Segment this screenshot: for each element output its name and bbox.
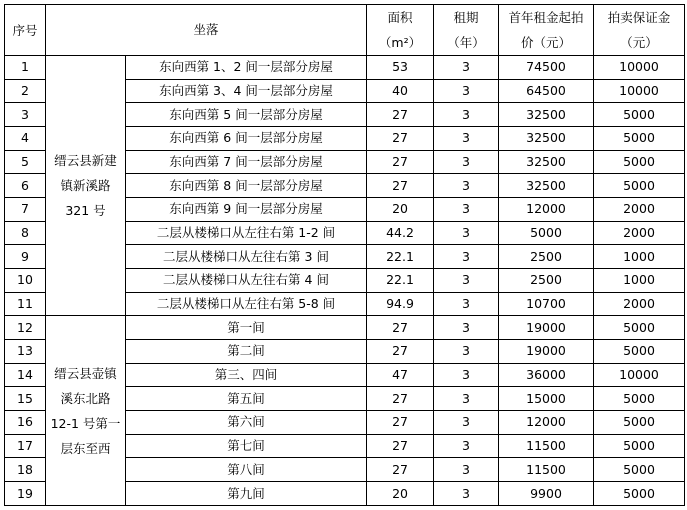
room-description-cell: 东向西第 1、2 间一层部分房屋 <box>126 56 367 80</box>
header-term: 租期（年） <box>434 5 499 56</box>
area-cell: 27 <box>367 458 434 482</box>
row-index-cell: 9 <box>5 245 46 269</box>
term-cell: 3 <box>434 198 499 222</box>
row-index-cell: 1 <box>5 56 46 80</box>
rent-cell: 12000 <box>499 411 594 435</box>
deposit-cell: 10000 <box>594 56 685 80</box>
deposit-cell: 2000 <box>594 221 685 245</box>
room-description-cell: 东向西第 6 间一层部分房屋 <box>126 127 367 151</box>
term-cell: 3 <box>434 150 499 174</box>
deposit-cell: 5000 <box>594 387 685 411</box>
row-index-cell: 18 <box>5 458 46 482</box>
term-cell: 3 <box>434 221 499 245</box>
rent-cell: 32500 <box>499 150 594 174</box>
area-cell: 53 <box>367 56 434 80</box>
row-index-cell: 19 <box>5 482 46 506</box>
deposit-cell: 1000 <box>594 245 685 269</box>
rent-cell: 64500 <box>499 79 594 103</box>
room-description-cell: 二层从楼梯口从左往右第 3 间 <box>126 245 367 269</box>
area-cell: 27 <box>367 411 434 435</box>
area-cell: 27 <box>367 387 434 411</box>
header-deposit: 拍卖保证金（元） <box>594 5 685 56</box>
lease-auction-table <box>4 4 685 506</box>
term-cell: 3 <box>434 127 499 151</box>
rent-cell: 19000 <box>499 340 594 364</box>
room-description-cell: 第一间 <box>126 316 367 340</box>
row-index-cell: 7 <box>5 198 46 222</box>
deposit-cell: 5000 <box>594 340 685 364</box>
room-description-cell: 第九间 <box>126 482 367 506</box>
term-cell: 3 <box>434 174 499 198</box>
row-index-cell: 4 <box>5 127 46 151</box>
area-cell: 27 <box>367 340 434 364</box>
rent-cell: 19000 <box>499 316 594 340</box>
row-index-cell: 5 <box>5 150 46 174</box>
term-cell: 3 <box>434 316 499 340</box>
header-location: 坐落 <box>46 5 367 56</box>
row-index-cell: 11 <box>5 292 46 316</box>
deposit-cell: 5000 <box>594 482 685 506</box>
area-cell: 22.1 <box>367 269 434 293</box>
row-index-cell: 3 <box>5 103 46 127</box>
table-body <box>5 56 685 506</box>
header-index: 序号 <box>5 5 46 56</box>
rent-cell: 2500 <box>499 269 594 293</box>
rent-cell: 11500 <box>499 458 594 482</box>
term-cell: 3 <box>434 340 499 364</box>
term-cell: 3 <box>434 245 499 269</box>
room-description-cell: 东向西第 5 间一层部分房屋 <box>126 103 367 127</box>
deposit-cell: 5000 <box>594 103 685 127</box>
rent-cell: 36000 <box>499 363 594 387</box>
table-row <box>5 56 685 80</box>
room-description-cell: 第五间 <box>126 387 367 411</box>
header-rent: 首年租金起拍价（元） <box>499 5 594 56</box>
deposit-cell: 10000 <box>594 79 685 103</box>
deposit-cell: 1000 <box>594 269 685 293</box>
rent-cell: 32500 <box>499 174 594 198</box>
area-cell: 27 <box>367 434 434 458</box>
area-cell: 27 <box>367 127 434 151</box>
area-cell: 40 <box>367 79 434 103</box>
area-cell: 47 <box>367 363 434 387</box>
area-cell: 27 <box>367 316 434 340</box>
rent-cell: 10700 <box>499 292 594 316</box>
term-cell: 3 <box>434 434 499 458</box>
table-row <box>5 316 685 340</box>
deposit-cell: 5000 <box>594 458 685 482</box>
area-cell: 20 <box>367 482 434 506</box>
area-cell: 44.2 <box>367 221 434 245</box>
row-index-cell: 10 <box>5 269 46 293</box>
row-index-cell: 17 <box>5 434 46 458</box>
rent-cell: 2500 <box>499 245 594 269</box>
rent-cell: 32500 <box>499 103 594 127</box>
area-cell: 20 <box>367 198 434 222</box>
room-description-cell: 二层从楼梯口从左往右第 5-8 间 <box>126 292 367 316</box>
deposit-cell: 5000 <box>594 127 685 151</box>
room-description-cell: 第八间 <box>126 458 367 482</box>
deposit-cell: 5000 <box>594 174 685 198</box>
area-cell: 94.9 <box>367 292 434 316</box>
term-cell: 3 <box>434 269 499 293</box>
room-description-cell: 第七间 <box>126 434 367 458</box>
room-description-cell: 第二间 <box>126 340 367 364</box>
row-index-cell: 14 <box>5 363 46 387</box>
room-description-cell: 二层从楼梯口从左往右第 4 间 <box>126 269 367 293</box>
deposit-cell: 10000 <box>594 363 685 387</box>
deposit-cell: 5000 <box>594 150 685 174</box>
rent-cell: 9900 <box>499 482 594 506</box>
term-cell: 3 <box>434 458 499 482</box>
row-index-cell: 6 <box>5 174 46 198</box>
rent-cell: 15000 <box>499 387 594 411</box>
table-header-row <box>5 5 685 56</box>
term-cell: 3 <box>434 79 499 103</box>
area-cell: 27 <box>367 103 434 127</box>
area-cell: 22.1 <box>367 245 434 269</box>
deposit-cell: 5000 <box>594 434 685 458</box>
location-address-cell: 缙云县新建镇新溪路 321 号 <box>46 56 126 316</box>
room-description-cell: 二层从楼梯口从左往右第 1-2 间 <box>126 221 367 245</box>
deposit-cell: 5000 <box>594 316 685 340</box>
area-cell: 27 <box>367 174 434 198</box>
term-cell: 3 <box>434 56 499 80</box>
term-cell: 3 <box>434 387 499 411</box>
rent-cell: 5000 <box>499 221 594 245</box>
room-description-cell: 第六间 <box>126 411 367 435</box>
room-description-cell: 东向西第 9 间一层部分房屋 <box>126 198 367 222</box>
row-index-cell: 15 <box>5 387 46 411</box>
room-description-cell: 东向西第 8 间一层部分房屋 <box>126 174 367 198</box>
room-description-cell: 第三、四间 <box>126 363 367 387</box>
term-cell: 3 <box>434 363 499 387</box>
location-address-cell: 缙云县壶镇溪东北路 12-1 号第一层东至西 <box>46 316 126 506</box>
area-cell: 27 <box>367 150 434 174</box>
row-index-cell: 16 <box>5 411 46 435</box>
row-index-cell: 12 <box>5 316 46 340</box>
term-cell: 3 <box>434 482 499 506</box>
row-index-cell: 2 <box>5 79 46 103</box>
room-description-cell: 东向西第 3、4 间一层部分房屋 <box>126 79 367 103</box>
term-cell: 3 <box>434 292 499 316</box>
room-description-cell: 东向西第 7 间一层部分房屋 <box>126 150 367 174</box>
rent-cell: 11500 <box>499 434 594 458</box>
rent-cell: 32500 <box>499 127 594 151</box>
deposit-cell: 2000 <box>594 198 685 222</box>
term-cell: 3 <box>434 103 499 127</box>
row-index-cell: 8 <box>5 221 46 245</box>
term-cell: 3 <box>434 411 499 435</box>
header-area: 面积（m²） <box>367 5 434 56</box>
rent-cell: 74500 <box>499 56 594 80</box>
rent-cell: 12000 <box>499 198 594 222</box>
deposit-cell: 2000 <box>594 292 685 316</box>
row-index-cell: 13 <box>5 340 46 364</box>
deposit-cell: 5000 <box>594 411 685 435</box>
